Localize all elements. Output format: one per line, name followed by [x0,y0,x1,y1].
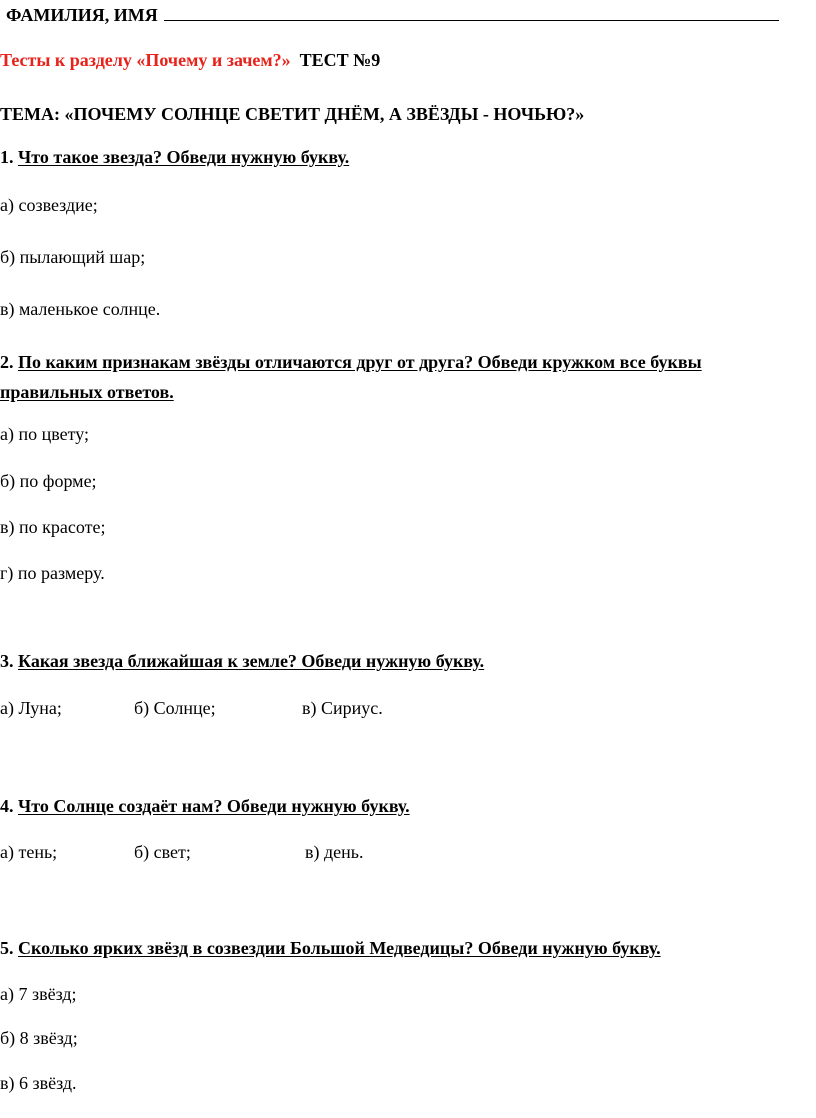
name-blank-line [164,4,779,21]
question-text: правильных ответов. [0,382,174,402]
answer-option: в) 6 звёзд. [0,1073,77,1093]
answer-option: в) маленькое солнце. [0,299,161,319]
answer-row [0,841,816,863]
name-header [6,4,779,26]
test-subtitle [0,49,380,71]
answer-option: а) по цвету; [0,424,90,444]
question-number: 1. [0,147,14,167]
answer-option: б) по форме; [0,471,97,491]
question-5 [0,937,661,959]
answer-option: б) Солнце; [134,698,216,718]
section-title: Тесты к разделу «Почему и зачем?» [0,50,291,70]
answer-option: в) Сириус. [302,698,383,718]
question-text: Что Солнце создаёт нам? Обведи нужную букву. [18,796,410,816]
answer-option: а) созвездие; [0,195,98,215]
question-text: Какая звезда ближайшая к земле? Обведи нужную букву. [18,651,485,671]
question-number: 5. [0,938,14,958]
question-text: Что такое звезда? Обведи нужную букву. [18,147,350,167]
question-number: 3. [0,651,14,671]
answer-option: а) 7 звёзд; [0,984,77,1004]
question-number: 4. [0,796,14,816]
answer-option: б) свет; [134,842,191,862]
answer-row [0,697,816,719]
answer-option: б) пылающий шар; [0,247,146,267]
name-label: ФАМИЛИЯ, ИМЯ [6,5,158,25]
question-2-continued [0,381,174,403]
question-4 [0,795,410,817]
answer-option: в) день. [305,842,364,862]
answer-option: б) 8 звёзд; [0,1028,78,1048]
topic-heading: ТЕМА: «ПОЧЕМУ СОЛНЦЕ СВЕТИТ ДНЁМ, А ЗВЁЗДЫ - НОЧЬЮ?» [0,104,585,124]
answer-option: в) по красоте; [0,517,106,537]
question-number: 2. [0,352,14,372]
question-text: Сколько ярких звёзд в созвездии Большой Медведицы? Обведи нужную букву. [18,938,661,958]
question-2 [0,351,702,373]
question-3 [0,650,484,672]
question-1 [0,146,349,168]
answer-option: а) тень; [0,842,58,862]
test-number: ТЕСТ №9 [299,50,381,70]
question-text: По каким признакам звёзды отличаются друг от друга? Обведи кружком все буквы [18,352,702,372]
answer-option: г) по размеру. [0,563,105,583]
answer-option: а) Луна; [0,698,62,718]
